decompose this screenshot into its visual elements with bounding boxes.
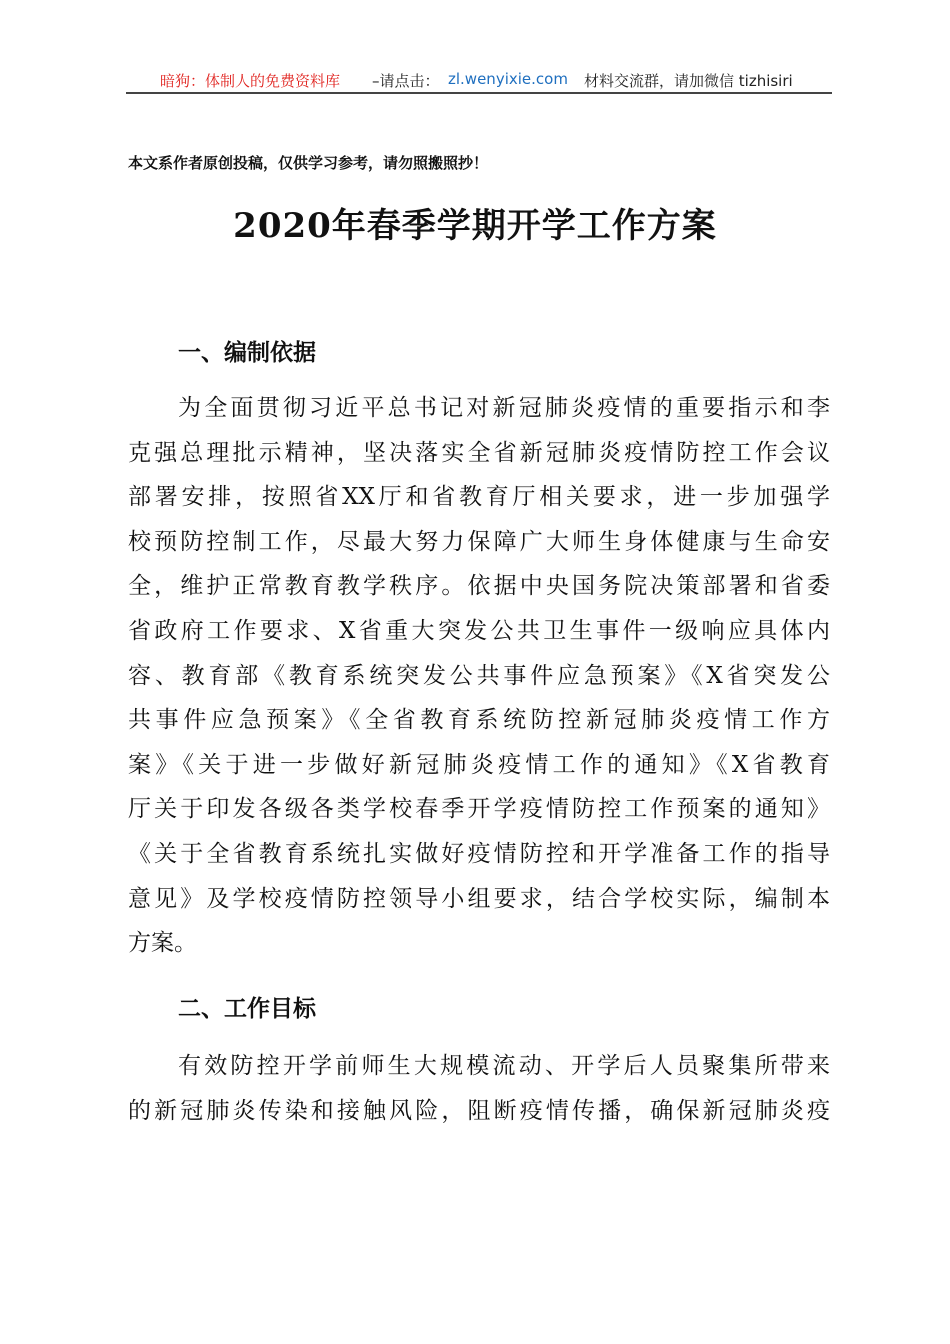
paragraph-line: 案》《关于进一步做好新冠肺炎疫情工作的通知》《X省教育 <box>128 751 830 778</box>
paragraph-line: 意见》及学校疫情防控领导小组要求，结合学校实际，编制本 <box>128 885 830 912</box>
paragraph-line: 部署安排，按照省XX厅和省教育厅相关要求，进一步加强学 <box>128 484 830 511</box>
section-heading: 一、编制依据 <box>178 340 316 366</box>
paragraph-line: 厅关于印发各级各类学校春季开学疫情防控工作预案的通知》 <box>128 796 830 823</box>
document-title: 2020年春季学期开学工作方案 <box>233 206 717 246</box>
copyright-notice: 本文系作者原创投稿，仅供学习参考，请勿照搬照抄！ <box>128 154 489 172</box>
header-wechat: 材料交流群，请加微信 tizhisiri <box>584 72 793 90</box>
section-heading: 二、工作目标 <box>178 996 316 1022</box>
paragraph-line: 的新冠肺炎传染和接触风险，阻断疫情传播，确保新冠肺炎疫 <box>128 1097 830 1124</box>
paragraph-line: 容、教育部《教育系统突发公共事件应急预案》《X省突发公 <box>128 662 830 689</box>
paragraph-line: 共事件应急预案》《全省教育系统防控新冠肺炎疫情工作方 <box>128 707 830 734</box>
paragraph-line: 校预防控制工作，尽最大努力保障广大师生身体健康与生命安 <box>128 528 830 555</box>
paragraph-line: 省政府工作要求、X省重大突发公共卫生事件一级响应具体内 <box>128 618 830 644</box>
page-header <box>128 68 832 92</box>
header-link[interactable]: zl.wenyixie.com <box>448 70 568 88</box>
header-click-prompt: –请点击： <box>372 72 440 90</box>
header-divider <box>126 92 832 94</box>
paragraph-line: 《关于全省教育系统扎实做好疫情防控和开学准备工作的指导 <box>128 841 830 867</box>
paragraph-line: 全，维护正常教育教学秩序。依据中央国务院决策部署和省委 <box>128 573 830 600</box>
header-brand: 暗狗：体制人的免费资料库 <box>160 72 341 90</box>
paragraph-line: 有效防控开学前师生大规模流动、开学后人员聚集所带来 <box>178 1053 830 1079</box>
paragraph-line: 为全面贯彻习近平总书记对新冠肺炎疫情的重要指示和李 <box>178 395 830 421</box>
paragraph-line: 克强总理批示精神，坚决落实全省新冠肺炎疫情防控工作会议 <box>128 439 830 466</box>
paragraph-line: 方案。 <box>128 930 197 957</box>
